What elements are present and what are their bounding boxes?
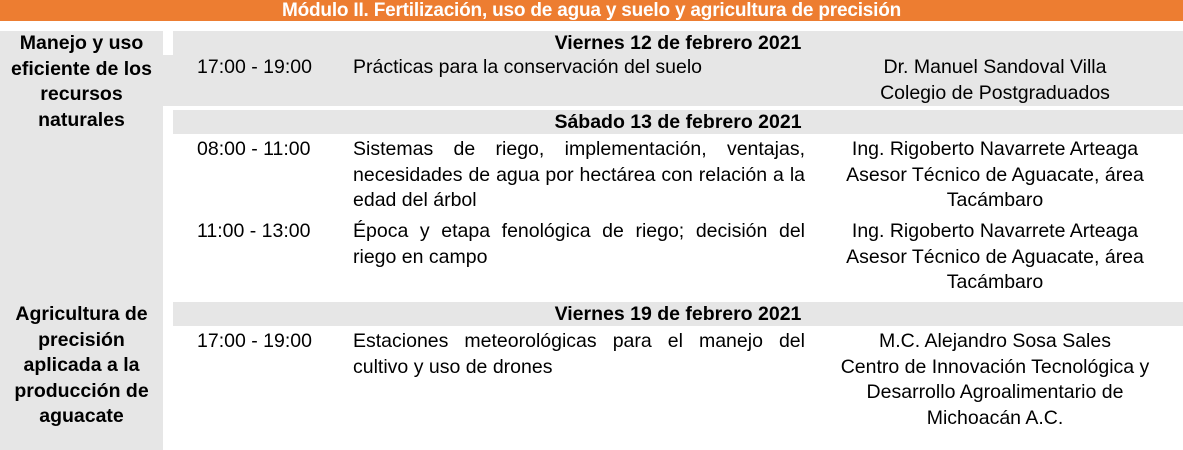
session-speaker — [825, 55, 1165, 106]
topic-title — [0, 302, 163, 450]
topic-title-line: Manejo y uso — [19, 32, 144, 54]
session-time: 11:00 - 13:00 — [197, 220, 311, 242]
session-speaker — [825, 137, 1165, 214]
speaker-line: Centro de Innovación Tecnológica y — [840, 355, 1150, 378]
session-description: Estaciones meteorológicas para el manejo del cultivo y uso de drones — [353, 330, 805, 378]
session-row — [163, 137, 1183, 217]
topic-title-line: precisión — [38, 328, 125, 351]
topic-title-line: producción de — [14, 379, 149, 402]
topic-title-line: Agricultura de — [15, 303, 148, 325]
topic-title-line: naturales — [38, 108, 125, 131]
session-row — [163, 329, 1183, 439]
speaker-line: Desarrollo Agroalimentario de — [866, 381, 1124, 403]
session-time: 17:00 - 19:00 — [197, 56, 312, 78]
topic-title-line: recursos — [40, 83, 123, 105]
speaker-line: Asesor Técnico de Aguacate, área — [846, 245, 1144, 268]
topic-title-line: aplicada a la — [23, 354, 140, 376]
session-row — [163, 55, 1183, 106]
session-description: Época y etapa fenológica de riego; decisión del riego en campo — [353, 220, 805, 268]
topic-title — [0, 31, 163, 310]
session-speaker — [825, 219, 1165, 296]
session-speaker — [825, 329, 1165, 431]
module-title: Módulo II. Fertilización, uso de agua y suelo y agricultura de precisión — [0, 0, 1183, 21]
topic-title-line: eficiente de los — [11, 57, 152, 80]
topic-title-line: aguacate — [39, 405, 124, 427]
session-time: 17:00 - 19:00 — [197, 330, 312, 352]
speaker-line: Asesor Técnico de Aguacate, área — [846, 163, 1144, 186]
date-heading: Viernes 19 de febrero 2021 — [173, 302, 1183, 326]
session-row — [163, 219, 1183, 299]
speaker-line: Dr. Manuel Sandoval Villa — [883, 56, 1107, 78]
speaker-line: M.C. Alejandro Sosa Sales — [879, 330, 1111, 352]
session-description: Prácticas para la conservación del suelo — [353, 56, 703, 78]
speaker-line: Ing. Rigoberto Navarrete Arteaga — [851, 138, 1139, 160]
speaker-line: Tacámbaro — [946, 271, 1044, 293]
speaker-line: Michoacán A.C. — [926, 406, 1064, 429]
speaker-line: Ing. Rigoberto Navarrete Arteaga — [851, 220, 1139, 242]
date-heading: Sábado 13 de febrero 2021 — [173, 110, 1183, 134]
session-description: Sistemas de riego, implementación, ventajas, necesidades de agua por hectárea con relación a la edad del árbol — [353, 138, 805, 211]
speaker-line: Colegio de Postgraduados — [880, 81, 1110, 104]
date-heading: Viernes 12 de febrero 2021 — [173, 31, 1183, 55]
session-time: 08:00 - 11:00 — [197, 138, 311, 160]
speaker-line: Tacámbaro — [946, 189, 1044, 211]
